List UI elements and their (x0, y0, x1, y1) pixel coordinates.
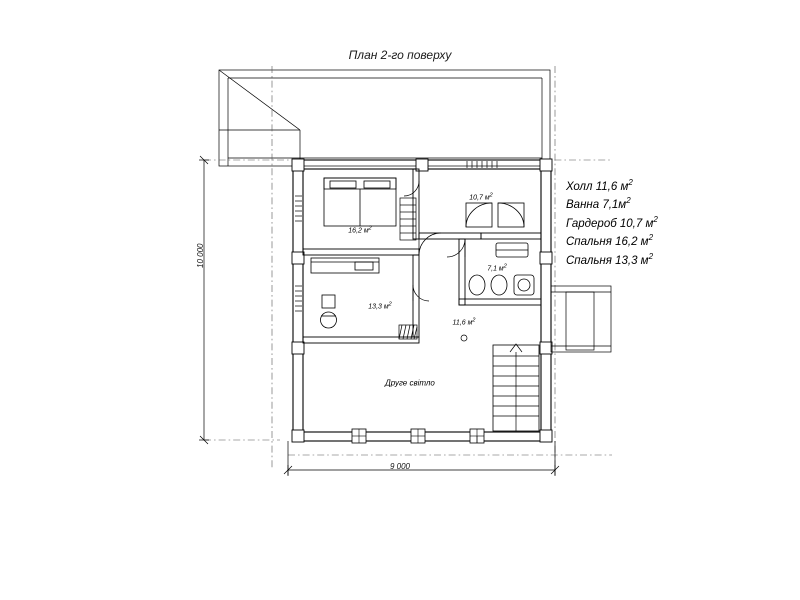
stair-small-upper (400, 198, 416, 240)
balcony-right (551, 286, 611, 352)
room-area-bathroom-71: 7,1 $м^2$ (487, 263, 507, 273)
legend-item-bedroom-2: Спальня 13,3 $м^2$ (566, 251, 654, 267)
legend-item-bedroom-1: Спальня 16,2 $м^2$ (566, 233, 654, 249)
exterior-walls (293, 160, 551, 441)
room-name-second-light: Друге світло (385, 378, 435, 388)
legend-item-hall: Холл 11,6 $м^2$ (566, 178, 633, 193)
bathroom-fixtures (469, 243, 534, 295)
legend-item-wardrobe: Гардероб 10,7 $м^2$ (566, 214, 658, 230)
bed-large (324, 178, 396, 226)
log-posts (292, 159, 552, 442)
wardrobe-units (466, 203, 524, 227)
room-area-hall-116: 11,6 $м^2$ (452, 317, 476, 327)
legend-item-bathroom: Ванна $7,1м^2$ (566, 196, 631, 212)
staircase (493, 344, 539, 431)
page-title: План 2-го поверху (348, 48, 452, 62)
room-area-wardrobe-107: 10,7 $м^2$ (469, 192, 493, 202)
vertical-dimension-label: 10 000 (196, 243, 205, 268)
room-area-bedroom-133: 13,3 $м^2$ (368, 301, 392, 311)
horizontal-dimension-label: 9 000 (389, 462, 411, 471)
interior-walls (303, 169, 541, 343)
roof-outline (219, 70, 550, 166)
hall-marker (461, 335, 467, 341)
bedroom-133-furniture (311, 258, 379, 328)
room-area-bedroom-162: 16,2 $м^2$ (348, 225, 372, 235)
